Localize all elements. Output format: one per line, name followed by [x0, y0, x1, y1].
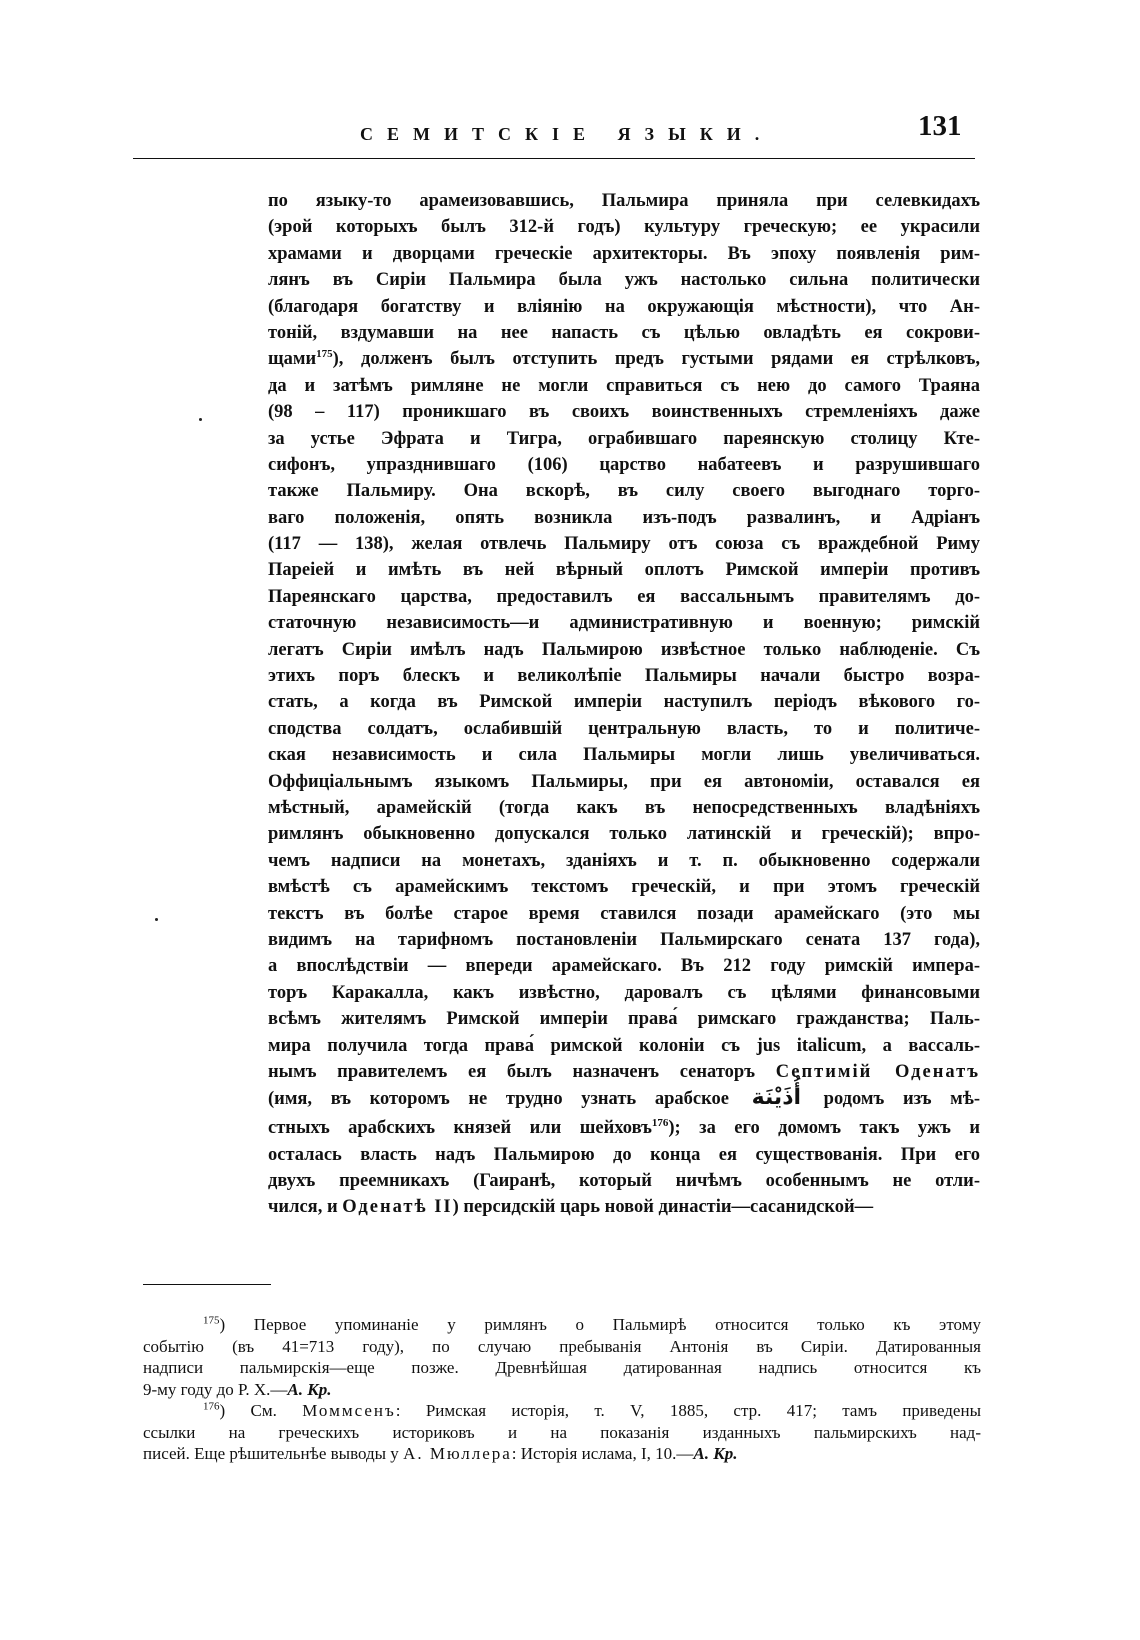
text-line: римлянъ обыкновенно допускался только латинскій и греческій); впро-: [268, 824, 980, 845]
text-line: стать, а когда въ Римской имперіи наступилъ періодъ вѣкового го-: [268, 692, 980, 713]
text-line: за устье Эфрата и Тигра, ограбившаго пареянскую столицу Кте-: [268, 428, 980, 449]
text-segment: родомъ изъ мѣ-: [823, 1089, 981, 1110]
text-segment: ), долженъ былъ отступить предъ густыми рядами ея стрѣлковъ,: [332, 349, 980, 370]
text-line: мира получила тогда права́ римской колоніи съ jus italicum, а вассаль-: [268, 1035, 980, 1056]
footnote-line: [143, 1379, 981, 1401]
person-name: А. Мюллера: [403, 1444, 512, 1463]
footnote-line: [143, 1443, 981, 1465]
header-rule: [133, 158, 975, 159]
text-line: [268, 1059, 980, 1085]
person-name: Моммсенъ: [302, 1401, 396, 1420]
footnote-line: событію (въ 41=713 году), по случаю пребыванія Антонія въ Сиріи. Датированныя: [143, 1336, 981, 1356]
footnote-line: [143, 1400, 981, 1422]
text-line: Оффиціальнымъ языкомъ Пальмиры, при ея автономіи, оставался ея: [268, 771, 980, 792]
text-line: (117 — 138), желая отвлечь Пальмиру отъ союза съ враждебной Риму: [268, 534, 980, 555]
text-line: (98 – 117) проникшаго въ своихъ воинственныхъ стремленіяхъ даже: [268, 402, 980, 423]
footnote-number: 176: [203, 1400, 220, 1413]
text-line: сифонъ, упразднившаго (106) царство набатеевъ и разрушившаго: [268, 454, 980, 475]
text-line: Пареіей и имѣть въ ней вѣрный оплотъ Римской имперіи противъ: [268, 560, 980, 581]
text-line: чемъ надписи на монетахъ, зданіяхъ и т. п. обыкновенно содержали: [268, 850, 980, 871]
text-segment: ) См.: [219, 1401, 277, 1420]
text-line: Пареянскаго царства, предоставилъ ея вассальнымъ правителямъ до-: [268, 586, 980, 607]
text-segment: (имя, въ которомъ не трудно узнать арабское: [268, 1089, 729, 1110]
text-line: [268, 346, 980, 372]
text-line: легатъ Сиріи имѣлъ надъ Пальмирою извѣстное только наблюденіе. Съ: [268, 639, 980, 660]
text-line: [268, 1085, 980, 1115]
text-line: [268, 1115, 980, 1141]
text-line: (благодаря богатству и вліянію на окружающія мѣстности), что Ан-: [268, 296, 980, 317]
text-line: (эрой которыхъ былъ 312-й годъ) культуру греческую; ее украсили: [268, 217, 980, 238]
text-line: этихъ поръ блескъ и великолѣпіе Пальмиры начали быстро возра-: [268, 666, 980, 687]
text-line: видимъ на тарифномъ постановленіи Пальмирскаго сената 137 года),: [268, 929, 980, 950]
text-line: а впослѣдствіи — впереди арамейскаго. Въ 212 году римскій импера-: [268, 956, 980, 977]
person-name: Септимій Оденатъ: [775, 1061, 981, 1082]
text-segment: нымъ правителемъ ея былъ назначенъ сенаторъ: [268, 1061, 755, 1082]
text-line: сподства солдатъ, ослабившій центральную власть, то и политиче-: [268, 718, 980, 739]
text-segment: чился, и: [268, 1197, 338, 1218]
author-signature: А. Кр.: [287, 1379, 332, 1399]
text-line: тоній, вздумавши на нее напасть съ цѣлью овладѣть ея сокрови-: [268, 322, 980, 343]
text-segment: : Римская исторія, т. V, 1885, стр. 417; тамъ приведены: [395, 1401, 981, 1420]
page-number: 131: [918, 110, 962, 142]
margin-speck: [155, 918, 158, 921]
text-line: осталась власть надъ Пальмирою до конца ея существованія. При его: [268, 1144, 980, 1165]
text-segment: писей. Еще рѣшительнѣе выводы у: [143, 1444, 399, 1463]
text-segment: стныхъ арабскихъ князей или шейховъ: [268, 1118, 652, 1139]
text-segment: ) Первое упоминаніе у римлянъ о Пальмирѣ относится только къ этому: [219, 1315, 981, 1334]
text-line: по языку-то арамеизовавшись, Пальмира приняла при селевкидахъ: [268, 191, 980, 211]
author-signature: А. Кр.: [693, 1444, 738, 1463]
footnote-line: [143, 1314, 981, 1336]
text-line: мѣстный, арамейскій (тогда какъ въ непосредственныхъ владѣніяхъ: [268, 797, 980, 818]
text-segment: : Исторія ислама, I, 10.—: [511, 1444, 694, 1463]
footnote-line: надписи пальмирскія—еще позже. Древнѣйшая датированная надпись относится къ: [143, 1358, 981, 1377]
text-line: двухъ преемникахъ (Гаиранѣ, который ничѣмъ особеннымъ не отли-: [268, 1171, 980, 1192]
text-line: всѣмъ жителямъ Римской имперіи права́ римскаго гражданства; Паль-: [268, 1009, 980, 1030]
person-name: Оденатѣ II: [342, 1197, 453, 1218]
text-line: [268, 1194, 980, 1220]
text-line: храмами и дворцами греческіе архитекторы. Въ эпоху появленія рим-: [268, 243, 980, 264]
text-line: торъ Каракалла, какъ извѣстно, даровалъ съ цѣлями финансовыми: [268, 982, 980, 1003]
text-line: да и затѣмъ римляне не могли справиться съ нею до самого Траяна: [268, 375, 980, 396]
main-text: [268, 188, 980, 1221]
text-line: статочную независимость—и административную и военную; римскій: [268, 613, 980, 634]
text-segment: 9-му году до Р. Х.—: [143, 1379, 288, 1399]
footnote-ref-175: 175: [316, 348, 333, 361]
running-header-title: СЕМИТСКІЕ ЯЗЫКИ.: [360, 124, 774, 144]
footnotes: [143, 1314, 981, 1465]
margin-speck: [199, 418, 202, 421]
text-line: лянъ въ Сиріи Пальмира была ужъ настолько сильна политически: [268, 270, 980, 291]
text-segment: ) персидскій царь новой династіи—сасанидской—: [452, 1197, 874, 1218]
footnote-number: 175: [203, 1314, 220, 1327]
text-line: также Пальмиру. Она вскорѣ, въ силу своего выгоднаго торго-: [268, 481, 980, 502]
text-line: текстъ въ болѣе старое время ставился позади арамейскаго (это мы: [268, 903, 980, 924]
text-segment: ); за его домомъ такъ ужъ и: [668, 1118, 980, 1139]
footnote-rule: [143, 1284, 271, 1285]
text-line: ская независимость и сила Пальмиры могли лишь увеличиваться.: [268, 745, 980, 766]
text-line: вмѣстѣ съ арамейскимъ текстомъ греческій, и при этомъ греческій: [268, 877, 980, 898]
footnote-line: ссылки на греческихъ историковъ и на показанія изданныхъ пальмирскихъ над-: [143, 1422, 981, 1442]
arabic-word: أُذَيْنَة: [751, 1085, 802, 1111]
text-segment: щами: [268, 349, 317, 370]
footnote-ref-176: 176: [651, 1117, 669, 1130]
text-line: ваго положенія, опять возникла изъ-подъ развалинъ, и Адріанъ: [268, 507, 980, 528]
